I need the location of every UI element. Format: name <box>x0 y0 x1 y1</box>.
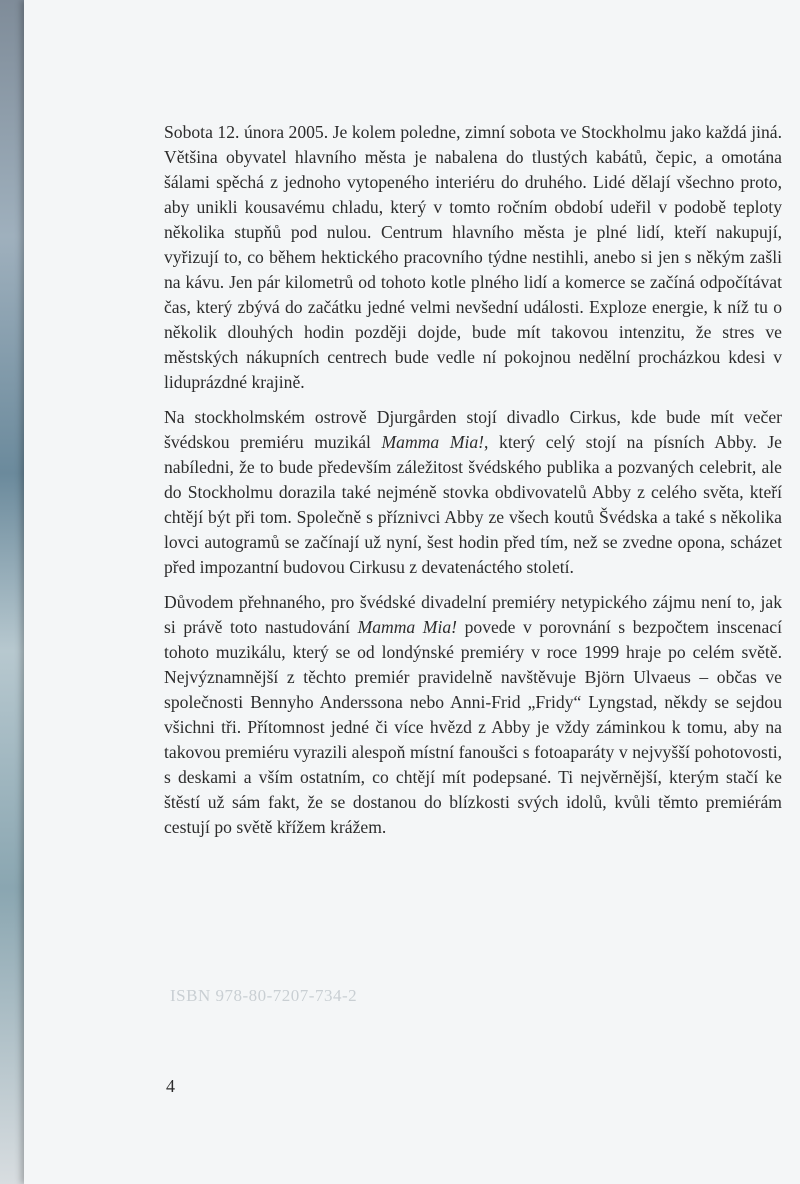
book-page <box>24 0 800 1184</box>
bleed-through-isbn: ISBN 978-80-7207-734-2 <box>170 986 358 1005</box>
paragraph-1-text: Sobota 12. února 2005. Je kolem poledne, zimní sobota ve Stockholmu jako každá jiná. Většina obyvatel hlavního města je nabalena do tlustých kabátů, čepic, a omotána šálami spěchá z jednoho vytopeného interiéru do druhého. Lidé dělají všechno proto, aby unikli kousavému chladu, který v tomto ročním období udeřil v podobě teploty několika stupňů pod nulou. Centrum hlavního města je plné lidí, kteří nakupují, vyřizují to, co během hektického pracovního týdne nestihli, anebo si jen s někým zašli na kávu. Jen pár kilometrů od tohoto kotle plného lidí a komerce se začíná odpočítávat čas, který zbývá do začátku jedné velmi nevšední události. Exploze energie, k níž tu o několik dlouhých hodin později dojde, bude mít takovou intenzitu, že stres ve městských nákupních centrech bude vedle ní pokojnou nedělní procházkou kdesi v liduprázdné krajině. <box>164 122 782 392</box>
paragraph-3-text-b: povede v porovnání s bezpočtem inscenací tohoto muzikálu, který se od londýnské premiéry v roce 1999 hraje po celém světě. Nejvýznamnější z těchto premiér pravidelně navštěvuje Björn Ulvaeus – občas ve společnosti Bennyho Anderssona nebo Anni-Frid „Fridy“ Lyngstad, někdy se sejdou všichni tři. Přítomnost jedné či více hvězd z Abby je vždy záminkou k tomu, aby na takovou premiéru vyrazili alespoň místní fanoušci s fotoaparáty v nejvyšší pohotovosti, s deskami a vším ostatním, co chtějí mít podepsané. Ti nejvěrnější, kterým stačí ke štěstí už sám fakt, že se dostanou do blízkosti svých idolů, kvůli těmto premiérám cestují po světě křížem krážem. <box>164 617 782 837</box>
paragraph-1 <box>164 120 782 395</box>
paragraph-3 <box>164 590 782 840</box>
paragraph-2 <box>164 405 782 580</box>
paragraph-2-text-a: Na stockholmském ostrově Djurgården stojí divadlo Cirkus, kde bude mít večer švédskou premiéru muzikál <box>164 407 782 452</box>
paragraph-2-text-b: , který celý stojí na písních Abby. Je nabíledni, že to bude především záležitost švédského publika a pozvaných celebrit, ale do Stockholmu dorazila také nejméně stovka obdivovatelů Abby z celého světa, kteří chtějí být při tom. Společně s příznivci Abby ze všech koutů Švédska a také s několika lovci autogramů se začínají už nyní, šest hodin před tím, než se zvedne opona, scházet před impozantní budovou Cirkusu z devatenáctého století. <box>164 432 782 577</box>
body-text <box>164 120 782 850</box>
musical-title: Mamma Mia! <box>381 432 485 452</box>
page-number: 4 <box>166 1076 175 1096</box>
paragraph-3-text-a: Důvodem přehnaného, pro švédské divadelní premiéry netypického zájmu není to, jak si právě toto nastudování <box>164 592 782 637</box>
musical-title: Mamma Mia! <box>357 617 458 637</box>
